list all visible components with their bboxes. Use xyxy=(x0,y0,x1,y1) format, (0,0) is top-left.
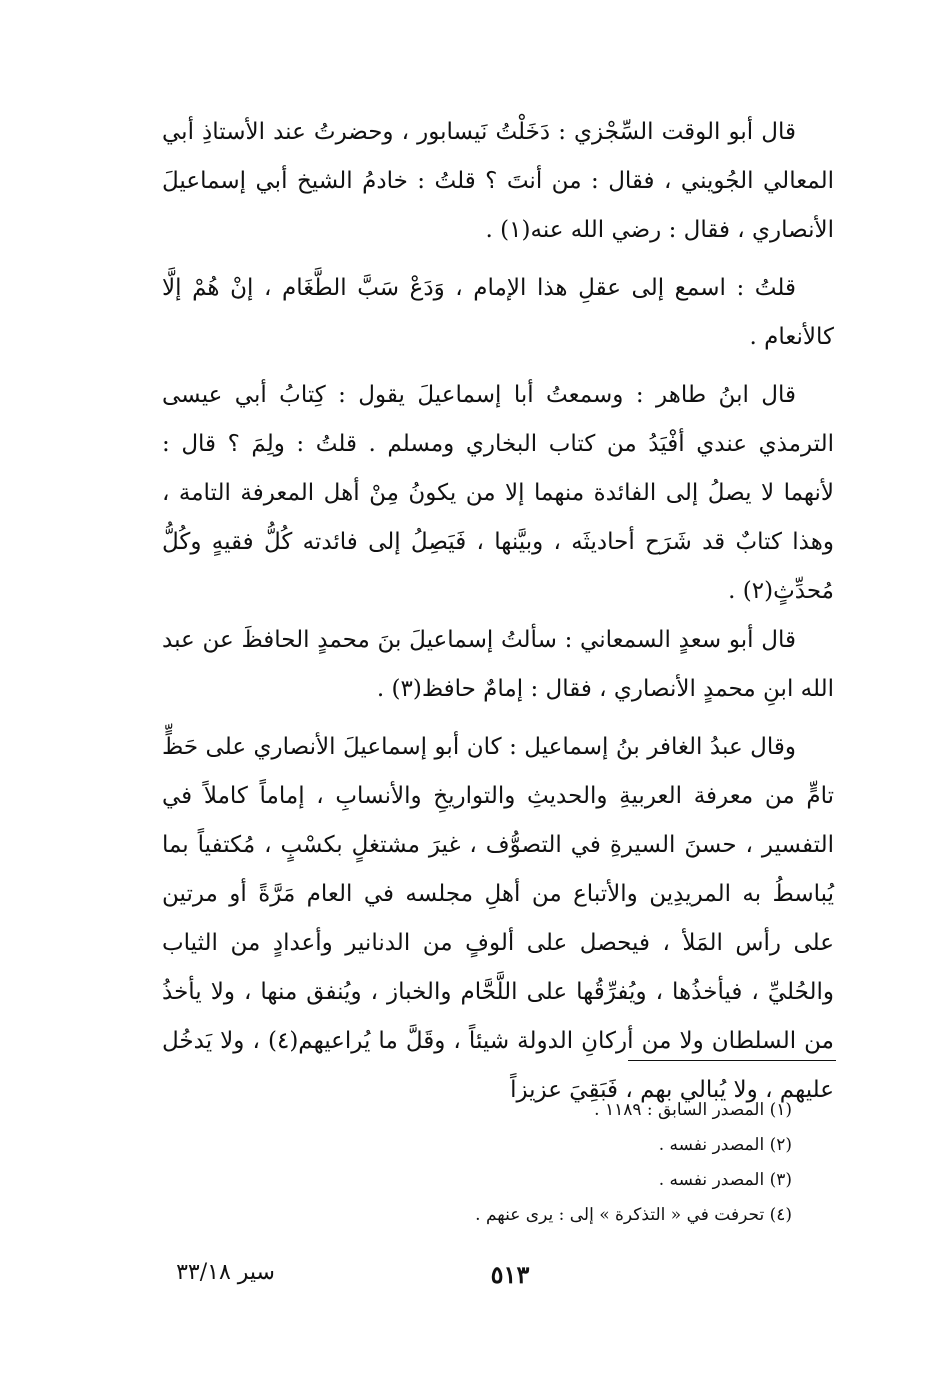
footnote-3: (٣) المصدر نفسه . xyxy=(658,1170,792,1190)
main-text xyxy=(162,108,834,1115)
paragraph-4: قال أبو سعدٍ السمعاني : سألتُ إسماعيلَ بنَ محمدٍ الحافظَ عن عبد الله ابنِ محمدٍ الأنصاري ، فقال : إمامٌ حافظ(٣) . xyxy=(162,627,834,702)
footnotes xyxy=(400,1093,792,1233)
footnote-1: (١) المصدر السابق : ١١٨٩ . xyxy=(594,1100,792,1120)
footnote-separator xyxy=(628,1060,836,1061)
paragraph-5: وقال عبدُ الغافر بنُ إسماعيل : كان أبو إسماعيلَ الأنصاري على حَظٍّ تامٍّ من معرفة العربيةِ والحديثِ والتواريخِ والأنسابِ ، إماماً كاملاً في التفسير ، حسنَ السيرةِ في التصوُّف ، غيرَ مشتغلٍ بكسْبٍ ، مُكتفياً بما يُباسطُ به المريدِين والأتباع من أهلِ مجلسه في العام مَرَّةً أو مرتين على رأس المَلأ ، فيحصل على ألوفٍ من الدنانير وأعدادٍ من الثياب والحُليِّ ، فيأخذُها ، ويُفرِّقُها على اللَّحَّام والخباز ، ويُنفق منها ، ولا يأخذُ من السلطان ولا من أركانِ الدولة شيئاً ، وقَلَّ ما يُراعيهم(٤) ، ولا يَدخُل عليهم ، ولا يُبالي بهم ، فَبَقِيَ عزيزاً xyxy=(162,734,834,1103)
paragraph-3: قال ابنُ طاهر : وسمعتُ أبا إسماعيلَ يقول : كِتابُ أبي عيسى الترمذي عندي أفْيَدُ من كتاب البخاري ومسلم . قلتُ : ولِمَ ؟ قال : لأنهما لا يصلُ إلى الفائدة منهما إلا من يكونُ مِنْ أهل المعرفة التامة ، وهذا كتابٌ قد شَرَح أحاديثَه ، وبيَّنها ، فَيَصِلُ إلى فائدته كُلُّ فقيهٍ وكُلُّ مُحدِّثٍ(٢) . xyxy=(162,382,834,604)
footnote-2: (٢) المصدر نفسه . xyxy=(658,1135,792,1155)
page-number: ٥١٣ xyxy=(490,1260,530,1289)
footnote-4: (٤) تحرفت في « التذكرة » إلى : يرى عنهم . xyxy=(475,1205,792,1225)
paragraph-1: قال أبو الوقت السِّجْزي : دَخَلْتُ نَيسابور ، وحضرتُ عند الأستاذِ أبي المعالي الجُويني ، فقال : من أنتَ ؟ قلتُ : خادمُ الشيخ أبي إسماعيلَ الأنصاري ، فقال : رضي الله عنه(١) . xyxy=(162,119,834,243)
paragraph-2: قلتُ : اسمع إلى عقلِ هذا الإمام ، وَدَعْ سَبَّ الطَّغَام ، إنْ هُمْ إلَّا كالأنعام . xyxy=(162,275,834,350)
signature-mark: سير ٣٣/١٨ xyxy=(176,1260,275,1285)
